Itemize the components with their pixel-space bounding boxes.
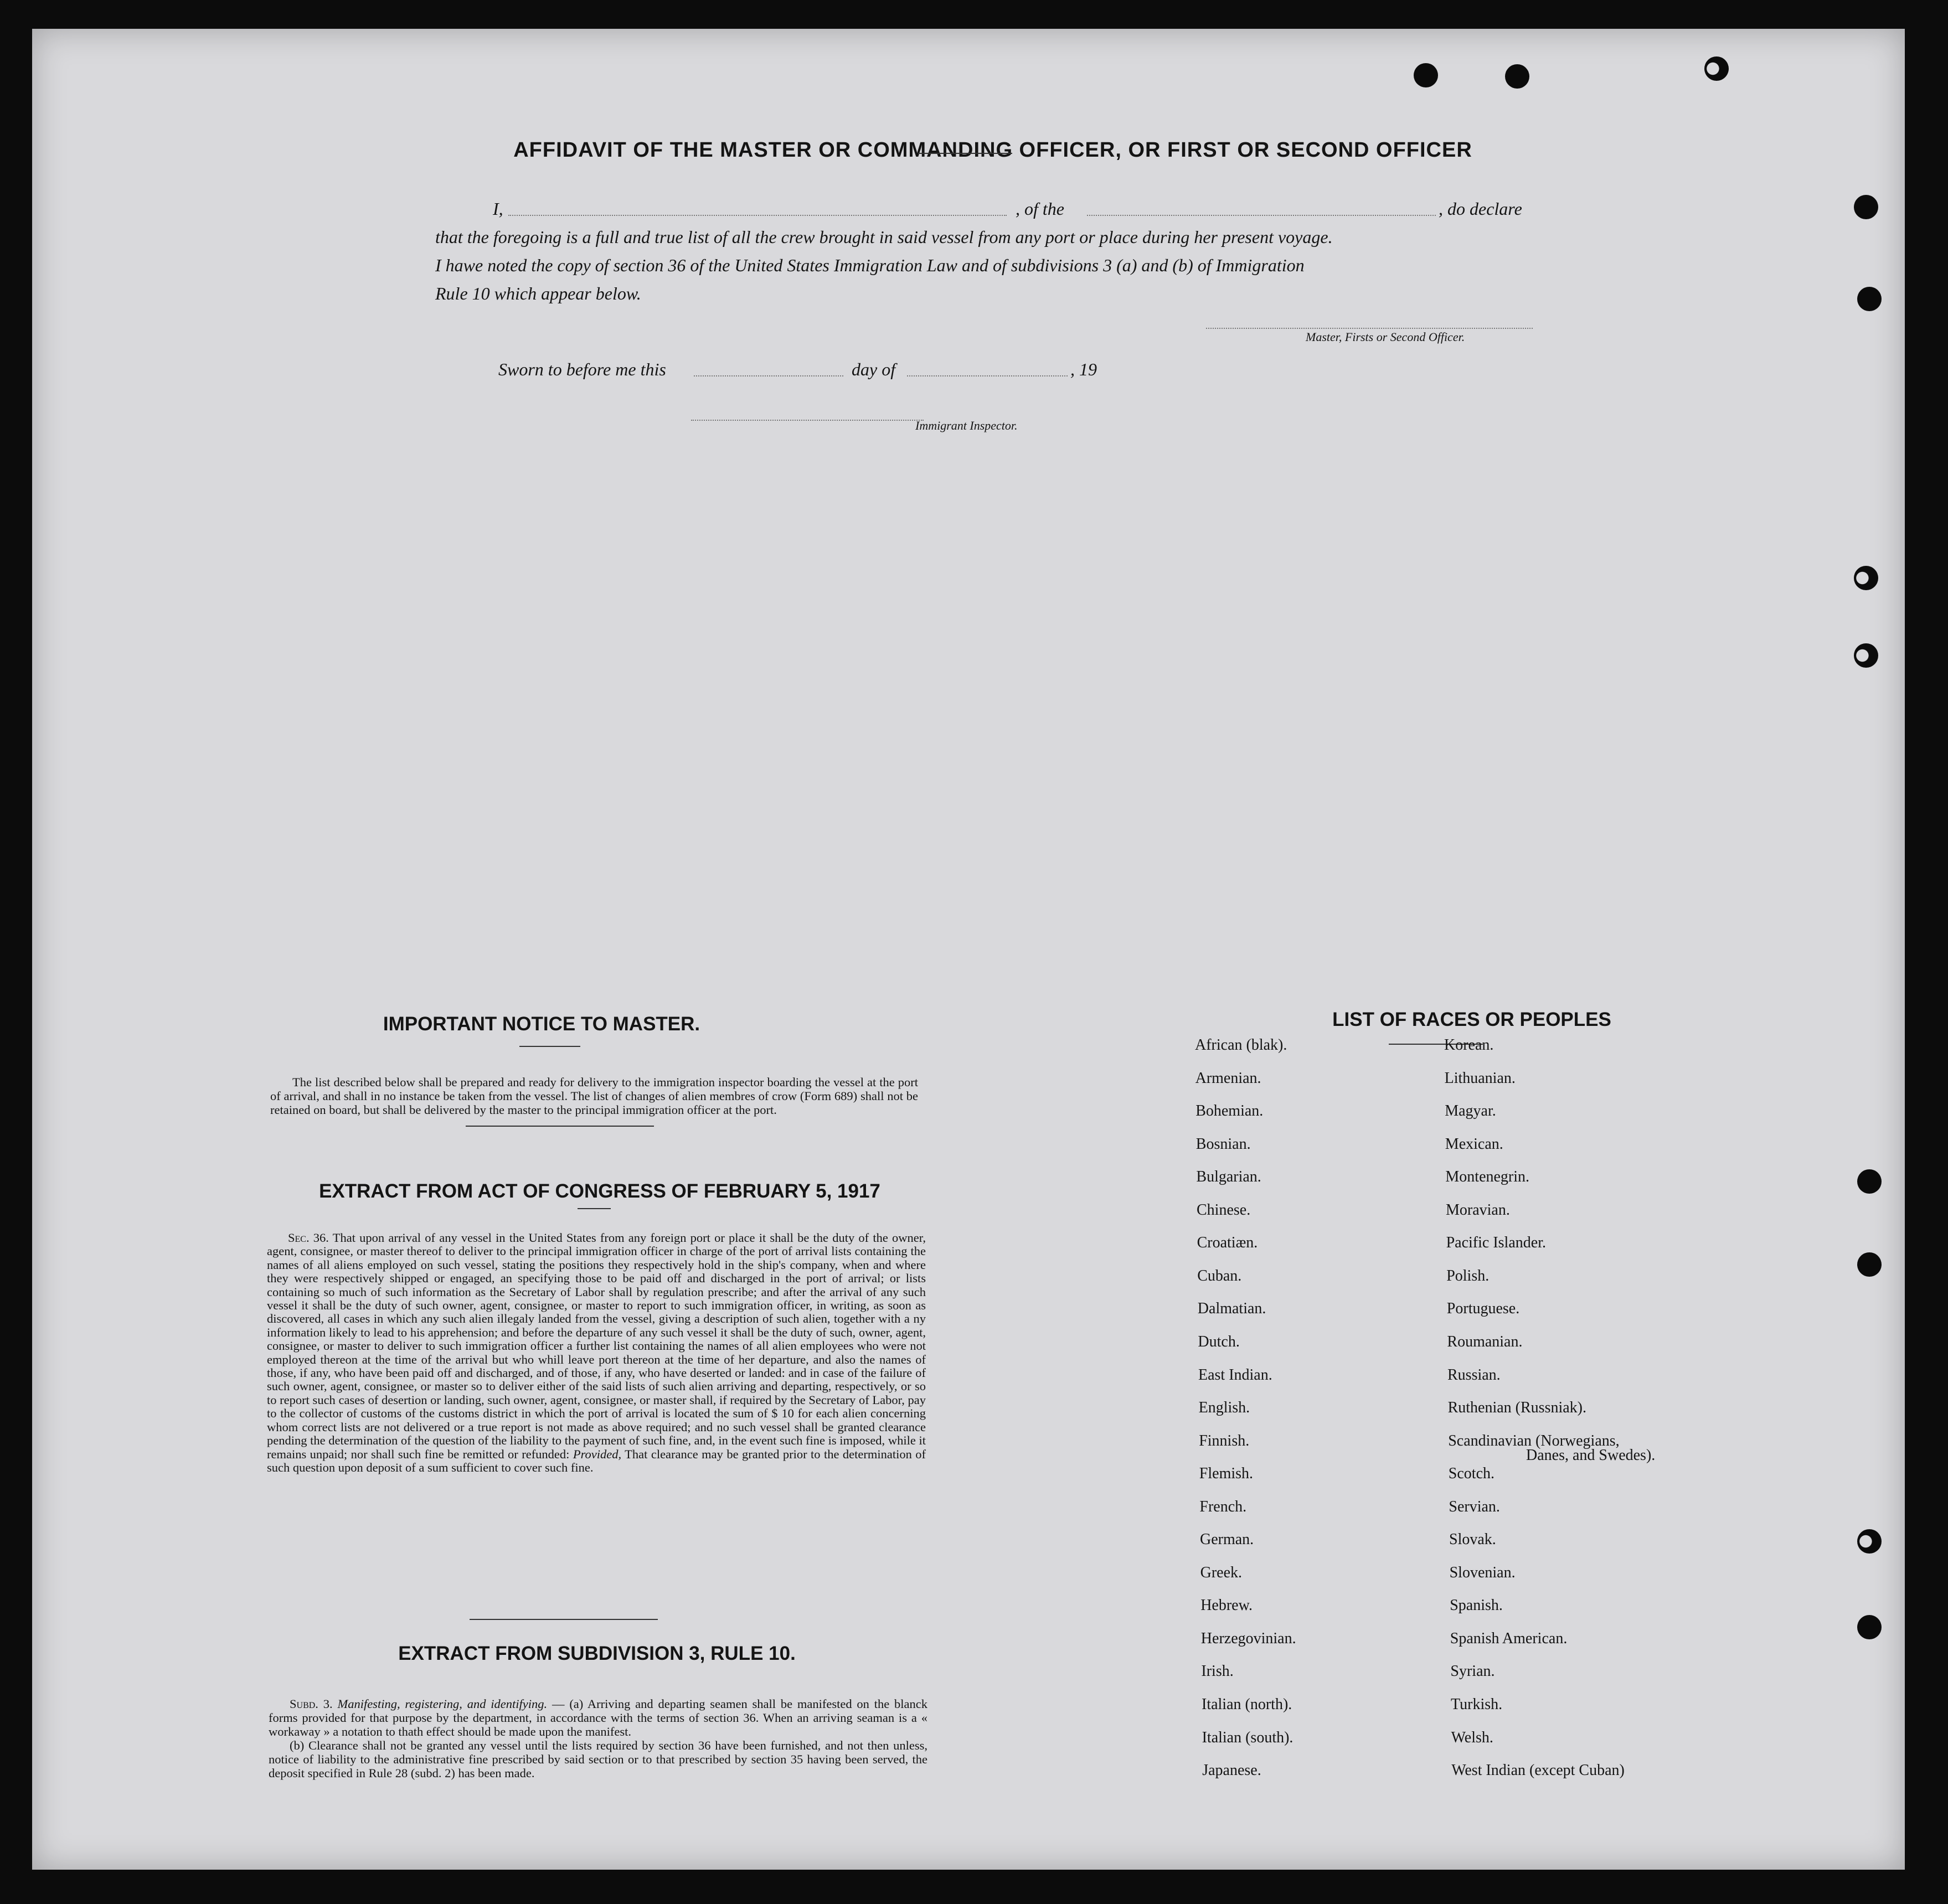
punch-hole-icon (1854, 566, 1878, 590)
para-b: (b) Clearance shall not be granted any vessel until the lists required by section 36 have been furnished, and not then unless, notice of liability to the administrative fine prescribed by said section or to that prescribed by section 35 having been served, the deposit specified in Rule 28 (subd. 2) has been made. (269, 1738, 927, 1780)
race-item: German. (1200, 1531, 1254, 1549)
subd-heading: Manifesting, registering, and identifying. (337, 1697, 548, 1711)
race-item: Bohemian. (1195, 1102, 1264, 1120)
subd-label: Subd. 3. (290, 1697, 333, 1711)
punch-hole-icon (1854, 643, 1878, 668)
sworn-day-field[interactable] (694, 375, 843, 376)
race-item: Finnish. (1199, 1432, 1250, 1449)
race-item: Italian (south). (1202, 1728, 1293, 1746)
punch-hole-icon (1857, 1169, 1882, 1194)
race-item: Welsh. (1451, 1728, 1493, 1746)
race-item: Slovak. (1449, 1531, 1496, 1549)
race-item: Greek. (1200, 1564, 1242, 1581)
section-rule (470, 1619, 658, 1620)
race-item: Herzegovinian. (1200, 1629, 1296, 1647)
race-item: Roumanian. (1447, 1333, 1523, 1350)
punch-hole-icon (1414, 63, 1438, 87)
sec-label: Sec. 36. (288, 1231, 329, 1245)
race-item: Hebrew. (1200, 1597, 1253, 1614)
vessel-name-field[interactable] (1087, 215, 1436, 216)
race-item: Italian (north). (1202, 1696, 1292, 1713)
race-item: Montenegrin. (1445, 1168, 1530, 1186)
race-item: Scotch. (1448, 1465, 1495, 1483)
race-item: East Indian. (1198, 1366, 1272, 1384)
sworn-month-field[interactable] (907, 375, 1068, 376)
affidavit-do-declare-label: , do declare (1439, 199, 1522, 219)
race-item: English. (1198, 1399, 1250, 1417)
punch-hole-icon (1857, 1252, 1882, 1277)
race-item: French. (1199, 1498, 1247, 1515)
race-item: Cuban. (1197, 1267, 1242, 1284)
race-item: Armenian. (1195, 1069, 1261, 1087)
punch-hole-icon (1857, 287, 1882, 311)
race-item: African (blak). (1195, 1036, 1287, 1054)
day-of-label: day of (852, 359, 896, 379)
punch-hole-icon (1704, 56, 1729, 81)
section-rule (466, 1126, 654, 1127)
notice-ornament (519, 1046, 580, 1047)
race-item: Turkish. (1451, 1696, 1503, 1713)
notice-title: IMPORTANT NOTICE TO MASTER. (383, 1013, 700, 1035)
race-item: Ruthenian (Russniak). (1447, 1399, 1587, 1417)
race-item: Polish. (1446, 1267, 1490, 1284)
title-rule (918, 153, 1012, 154)
race-item: Spanish. (1450, 1597, 1503, 1614)
race-item: Bosnian. (1195, 1135, 1251, 1153)
race-item: Korean. (1444, 1036, 1494, 1054)
race-item: Servian. (1449, 1498, 1500, 1515)
punch-hole-icon (1857, 1615, 1882, 1639)
provided-label: Provided, (573, 1447, 622, 1461)
act-extract-title: EXTRACT FROM ACT OF CONGRESS OF FEBRUARY 5, 1917 (319, 1180, 880, 1202)
race-item: Japanese. (1202, 1762, 1261, 1779)
affidavit-line-3: I hawe noted the copy of section 36 of the United States Immigration Law and of subdivisions 3 (a) and (b) of Immigration (435, 255, 1305, 275)
race-item: Danes, and Swedes). (1526, 1447, 1656, 1464)
document-page (32, 29, 1905, 1870)
race-item: Bulgarian. (1196, 1168, 1261, 1186)
race-item: Dutch. (1198, 1333, 1240, 1350)
punch-hole-icon (1505, 64, 1529, 89)
race-item: Scandinavian (Norwegians, (1448, 1432, 1620, 1449)
act-text: That upon arrival of any vessel in the United States from any foreign port or place it shall be the duty of the owner, agent, consignee, or master thereof to deliver to the principal immigration officer in charge of the port of arrival lists containing the names of all aliens employed on such vessel, stating the positions they respectively hold in the ship's company, when and where they were respectively shipped or engaged, an specifying those to be paid off and discharged in the port of arrival; or lists containing so much of such information as the Secretary of Labor shall by regulation prescribe; and after the arrival of any such vessel it shall be the duty of such owner, agent, consignee, or master to report to such immigration officer, in writing, as soon as discovered, all cases in which any such alien illegaly landed from the vessel, giving a description of such alien, together with a ny information likely to lead to his apprehension; and before the departure of any such vessel it shall be the duty of such, owner, agent, consignee, or master to deliver to such immigration officer a further list containing the names of all alien employees who were not employed thereon at the time of the arrival but who whill leave port thereon at the time of her departure, and also the names of those, if any, who have been paid off and discharged, and of those, if any, who have deserted or landed: and in case of the failure of such owner, agent, consignee, or master so to deliver either of the said lists of such alien arriving and departing, respectively, or so to report such cases of desertion or landing, such owner, agent, consignee, or master shall, if required by the Secretary of Labor, pay to the collector of customs of the customs district in which the port of arrival is located the sum of $ 10 for each alien concerning whom correct lists are not delivered or a true report is not made as above required; and no such vessel shall be granted clearance pending the determination of the question of the liability to the payment of such fine, and, in the event such fine is imposed, while it remains unpaid; nor shall such fine be remitted or refunded: (267, 1231, 926, 1461)
race-item: Portuguese. (1446, 1300, 1520, 1318)
races-title: LIST OF RACES OR PEOPLES (1332, 1009, 1611, 1030)
race-item: West Indian (except Cuban) (1451, 1762, 1625, 1779)
inspector-label: Immigrant Inspector. (915, 419, 1018, 432)
act-extract-body (267, 1231, 926, 1474)
race-item: Mexican. (1445, 1135, 1503, 1153)
race-item: Pacific Islander. (1446, 1234, 1546, 1252)
punch-hole-icon (1857, 1529, 1882, 1554)
affidavit-title: AFFIDAVIT OF THE MASTER OR COMMANDING OFFICER, OR FIRST OR SECOND OFFICER (513, 138, 1472, 162)
officer-name-field[interactable] (508, 215, 1007, 216)
year-label: , 19 (1070, 359, 1097, 379)
para-a: — (a) Arriving and departing seamen shall be manifested on the blanck forms provided for that purpose by the department, in accordance with the terms of section 36. When an arriving seaman is a « workaway » a notation to thath effect should be made upon the manifest. (269, 1697, 928, 1738)
sworn-label: Sworn to before me this (498, 359, 666, 379)
race-item: Croatiæn. (1197, 1234, 1258, 1252)
race-item: Moravian. (1446, 1201, 1510, 1219)
race-item: Magyar. (1445, 1102, 1496, 1120)
rule-extract-body (269, 1697, 927, 1780)
race-item: Chinese. (1197, 1201, 1251, 1219)
race-item: Spanish American. (1450, 1629, 1568, 1647)
act-ornament (578, 1208, 611, 1209)
race-item: Slovenian. (1449, 1564, 1516, 1581)
punch-hole-icon (1854, 195, 1878, 219)
race-item: Flemish. (1199, 1465, 1254, 1483)
race-item: Irish. (1201, 1663, 1234, 1680)
affidavit-i-label: I, (493, 199, 503, 219)
signature-field[interactable] (1206, 328, 1533, 329)
race-item: Lithuanian. (1444, 1069, 1516, 1087)
notice-body: The list described below shall be prepared and ready for delivery to the immigration inspector boarding the vessel at the port of arrival, and shall in no instance be taken from the vessel. The list of changes of alien membres of crow (Form 689) shall not be retained on board, but shall be delivered by the master to the principal immigration officer at the port. (270, 1075, 918, 1117)
affidavit-line-4: Rule 10 which appear below. (435, 283, 641, 303)
signature-label: Master, Firsts or Second Officer. (1306, 330, 1465, 344)
inspector-signature-field[interactable] (691, 420, 924, 421)
race-item: Russian. (1447, 1366, 1501, 1384)
race-item: Syrian. (1450, 1663, 1495, 1680)
act-text-end: That clearance may be granted prior to the determination of such question upon deposit of a sum sufficient to cover such fine. (267, 1447, 926, 1474)
rule-extract-title: EXTRACT FROM SUBDIVISION 3, RULE 10. (398, 1643, 796, 1664)
affidavit-of-the-label: , of the (1016, 199, 1064, 219)
affidavit-line-2: that the foregoing is a full and true list of all the crew brought in said vessel from any port or place during her present voyage. (435, 227, 1333, 247)
race-item: Dalmatian. (1197, 1300, 1266, 1318)
